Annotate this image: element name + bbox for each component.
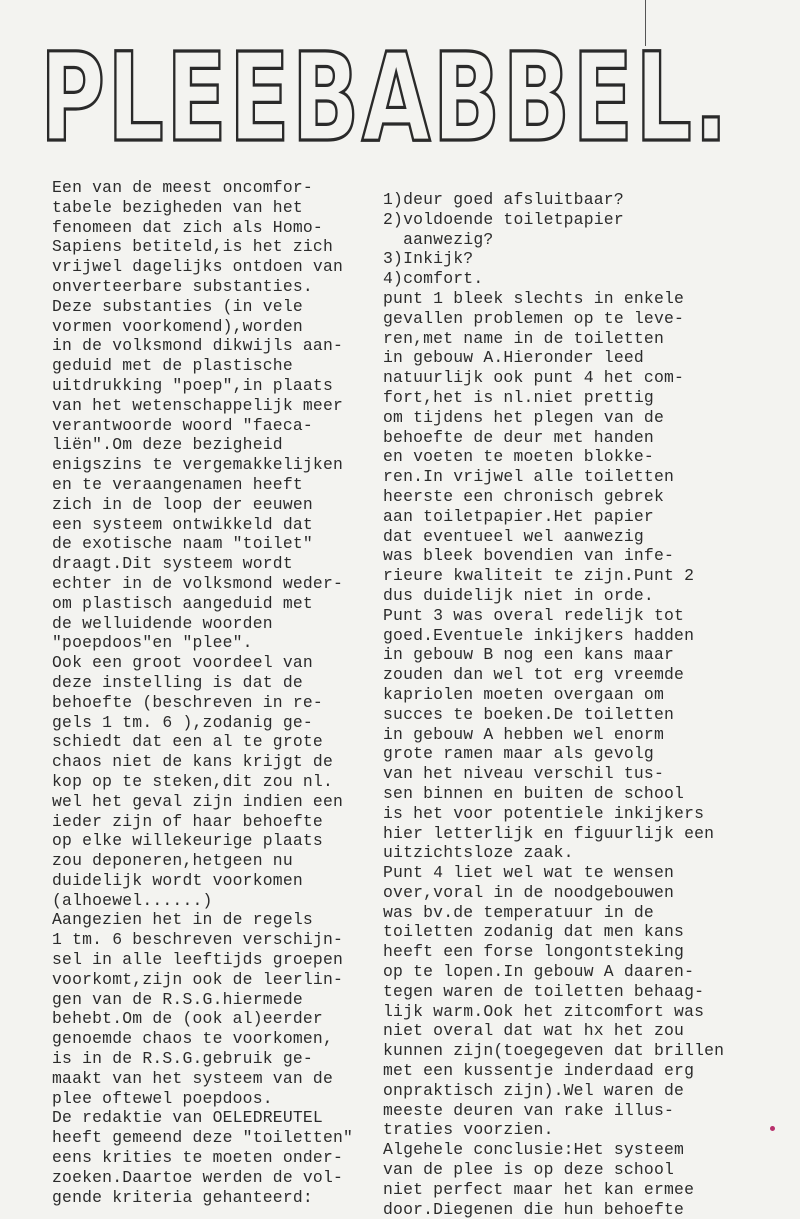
text-line: tabele bezigheden van het [52, 197, 303, 217]
text-line: ren,met name in de toiletten [383, 328, 665, 348]
text-line: de exotische naam "toilet" [52, 534, 313, 554]
text-line: was bv.de temperatuur in de [383, 902, 654, 922]
text-line: is in de R.S.G.gebruik ge- [52, 1049, 313, 1069]
text-line: Punt 4 liet wel wat te wensen [383, 863, 675, 883]
text-line: punt 1 bleek slechts in enkele [383, 288, 685, 308]
text-line: verantwoorde woord "faeca- [52, 415, 313, 435]
text-line: en te veraangenamen heeft [52, 474, 303, 494]
text-line: zouden dan wel tot erg vreemde [383, 665, 685, 685]
text-line: aanwezig? [383, 229, 494, 249]
text-line: 3)Inkijk? [383, 249, 474, 269]
title-graphic [40, 22, 740, 172]
text-line: zich in de loop der eeuwen [52, 494, 313, 514]
text-line: De redaktie van OELEDREUTEL [52, 1108, 323, 1128]
text-line: in de volksmond dikwijls aan- [52, 336, 344, 356]
text-line: ieder zijn of haar behoefte [52, 811, 323, 831]
text-line: zoeken.Daartoe werden de vol- [52, 1167, 344, 1187]
text-line: door.Diegenen die hun behoefte [383, 1199, 685, 1219]
text-line: 4)comfort. [383, 269, 484, 289]
text-line: lijk warm.Ook het zitcomfort was [383, 1001, 705, 1021]
text-line: enigszins te vergemakkelijken [52, 455, 344, 475]
text-line: 1 tm. 6 beschreven verschijn- [52, 930, 344, 950]
text-line: in gebouw B nog een kans maar [383, 645, 675, 665]
text-line: grote ramen maar als gevolg [383, 744, 654, 764]
text-line: eens krities te moeten onder- [52, 1148, 344, 1168]
text-line: 1)deur goed afsluitbaar? [383, 190, 624, 209]
text-line: echter in de volksmond weder- [52, 573, 344, 593]
text-line: meeste deuren van rake illus- [383, 1100, 675, 1120]
text-line: onpraktisch zijn).Wel waren de [383, 1080, 685, 1100]
text-line: vormen voorkomend),worden [52, 316, 303, 336]
text-line: van de plee is op deze school [383, 1160, 675, 1180]
text-line: van het niveau verschil tus- [383, 764, 665, 784]
text-line: gen van de R.S.G.hiermede [52, 989, 303, 1009]
text-line: deze instelling is dat de [52, 672, 303, 692]
text-line: sel in alle leeftijds groepen [52, 950, 344, 970]
ink-dot [770, 1126, 775, 1131]
text-line: traties voorzien. [383, 1120, 554, 1140]
text-line: Sapiens betiteld,is het zich [52, 237, 334, 257]
text-line: uitzichtsloze zaak. [383, 843, 574, 863]
text-line: op te lopen.In gebouw A daaren- [383, 962, 695, 982]
title-block [40, 22, 740, 172]
text-line: duidelijk wordt voorkomen [52, 870, 303, 890]
text-line: niet perfect maar het kan ermee [383, 1179, 695, 1199]
text-line: wel het geval zijn indien een [52, 791, 344, 811]
text-line: 2)voldoende toiletpapier [383, 209, 624, 229]
text-line: behebt.Om de (ook al)eerder [52, 1009, 323, 1029]
text-line: heeft gemeend deze "toiletten" [52, 1128, 354, 1148]
text-line: genoemde chaos te voorkomen, [52, 1029, 334, 1049]
text-line: kapriolen moeten overgaan om [383, 684, 665, 704]
text-line: Deze substanties (in vele [52, 296, 303, 316]
text-line: was bleek bovendien van infe- [383, 546, 675, 566]
text-line: natuurlijk ook punt 4 het com- [383, 368, 685, 388]
text-line: met een kussentje inderdaad erg [383, 1061, 695, 1081]
text-line: rieure kwaliteit te zijn.Punt 2 [383, 566, 695, 586]
text-line: hier letterlijk en figuurlijk een [383, 823, 715, 843]
text-line: goed.Eventuele inkijkers hadden [383, 625, 695, 645]
text-line: over,voral in de noodgebouwen [383, 882, 675, 902]
text-line: om tijdens het plegen van de [383, 407, 665, 427]
text-line: niet overal dat wat hx het zou [383, 1021, 685, 1041]
text-line: om plastisch aangeduid met [52, 593, 313, 613]
text-line: behoefte (beschreven in re- [52, 692, 323, 712]
text-line: dus duidelijk niet in orde. [383, 585, 654, 605]
text-line: geduid met de plastische [52, 356, 293, 376]
text-line: liën".Om deze bezigheid [52, 435, 283, 455]
text-line: van het wetenschappelijk meer [52, 395, 344, 415]
text-line: gende kriteria gehanteerd: [52, 1187, 313, 1207]
text-line: kop op te steken,dit zou nl. [52, 771, 334, 791]
page-title: PLEEBABBEL. [40, 27, 730, 169]
text-line: sen binnen en buiten de school [383, 783, 685, 803]
text-line: gevallen problemen op te leve- [383, 308, 685, 328]
text-line: vrijwel dagelijks ontdoen van [52, 257, 344, 277]
text-line: heeft een forse longontsteking [383, 942, 685, 962]
text-line: maakt van het systeem van de [52, 1068, 334, 1088]
text-line: toiletten zodanig dat men kans [383, 922, 685, 942]
text-line: de welluidende woorden [52, 613, 273, 633]
text-line: chaos niet de kans krijgt de [52, 752, 334, 772]
text-line: in gebouw A hebben wel enorm [383, 724, 665, 744]
text-line: Aangezien het in de regels [52, 910, 313, 930]
right-column [383, 190, 753, 1219]
text-line: aan toiletpapier.Het papier [383, 506, 654, 526]
text-line: tegen waren de toiletten behaag- [383, 981, 705, 1001]
text-line: een systeem ontwikkeld dat [52, 514, 313, 534]
text-line: onverteerbare substanties. [52, 276, 313, 296]
text-line: gels 1 tm. 6 ),zodanig ge- [52, 712, 313, 732]
text-line: heerste een chronisch gebrek [383, 486, 665, 506]
text-line: behoefte de deur met handen [383, 427, 654, 447]
text-line: Punt 3 was overal redelijk tot [383, 605, 685, 625]
text-line: is het voor potentiele inkijkers [383, 803, 705, 823]
text-line: op elke willekeurige plaats [52, 831, 323, 851]
text-line: draagt.Dit systeem wordt [52, 554, 293, 574]
text-line: fenomeen dat zich als Homo- [52, 217, 323, 237]
left-column [52, 178, 382, 1207]
text-line: uitdrukking "poep",in plaats [52, 375, 334, 395]
text-line: Algehele conclusie:Het systeem [383, 1140, 685, 1160]
text-line: zou deponeren,hetgeen nu [52, 851, 293, 871]
text-line: plee oftewel poepdoos. [52, 1088, 273, 1108]
text-line: Ook een groot voordeel van [52, 653, 313, 673]
text-line: kunnen zijn(toegegeven dat brillen [383, 1041, 725, 1061]
text-line: en voeten te moeten blokke- [383, 447, 654, 467]
text-line: "poepdoos"en "plee". [52, 633, 253, 653]
text-line: (alhoewel......) [52, 890, 213, 910]
text-line: dat eventueel wel aanwezig [383, 526, 644, 546]
text-line: Een van de meest oncomfor- [52, 178, 313, 197]
text-line: succes te boeken.De toiletten [383, 704, 675, 724]
text-line: schiedt dat een al te grote [52, 732, 323, 752]
text-line: voorkomt,zijn ook de leerlin- [52, 969, 344, 989]
text-line: ren.In vrijwel alle toiletten [383, 467, 675, 487]
text-line: in gebouw A.Hieronder leed [383, 348, 644, 368]
text-line: fort,het is nl.niet prettig [383, 387, 654, 407]
